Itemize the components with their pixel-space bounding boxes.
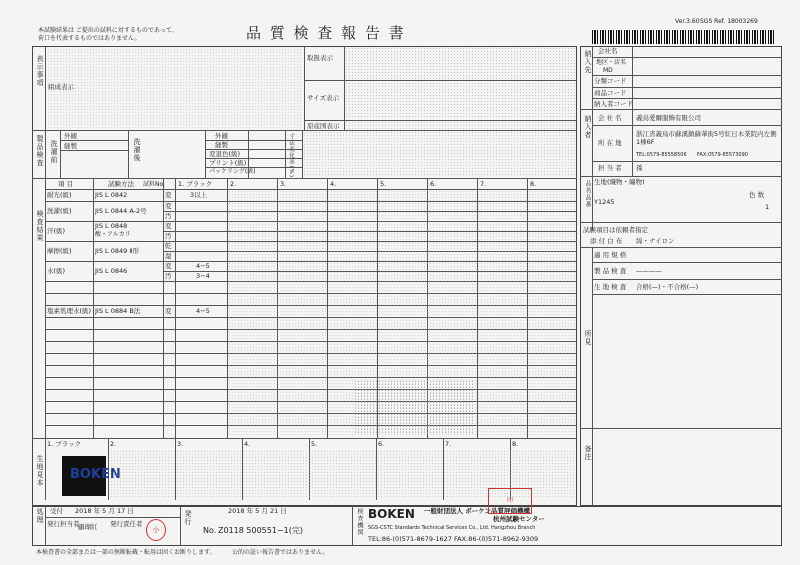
row-value: 4−5 <box>196 262 210 270</box>
supplier-code-label: 納入者コード <box>594 100 633 108</box>
region-label: 地区・店名 <box>596 59 627 66</box>
tel-fax-line: TEL:86-(0)571-8679-1627 FAX:86-(0)571-8962-9309 <box>368 535 539 543</box>
person-value: 孫 <box>636 164 643 172</box>
address-value: 浙江省義烏市蘇溪鎮蘇華街5号紅日木業院内左側1棟6F <box>636 130 777 147</box>
color-count-value: 1 <box>765 203 770 211</box>
sample-label: 生地見本 <box>36 455 44 487</box>
th-col-5: 5. <box>380 180 387 188</box>
handling-area <box>345 47 576 79</box>
row-item: 耐光(級) <box>47 191 72 199</box>
row-method: JIS L 0844 A-2号 <box>95 207 147 215</box>
attached-cloth-value: 綿・ナイロン <box>636 237 675 245</box>
discoloration-label: 変退色(級) <box>209 150 241 158</box>
standard-label: 適 用 規 格 <box>594 251 627 259</box>
size-label: サイズ表示 <box>307 94 339 102</box>
composition-area <box>47 48 302 128</box>
fabric-type-label: 生地(織物・編物) <box>594 178 645 186</box>
company-name-value: 義烏愛爾服飾有限公司 <box>636 114 701 122</box>
notes-label: 备注 <box>584 445 592 461</box>
issue-person-label: 発行担当者 <box>47 520 80 528</box>
product-code-label: 商品コード <box>594 89 627 97</box>
th-item: 項 目 <box>58 180 74 188</box>
th-col-3: 3. <box>280 180 287 188</box>
hatched-block <box>354 380 474 435</box>
row-sub: 変 <box>165 191 172 199</box>
packing-label: パッケリング(級) <box>209 168 256 175</box>
th-col-8: 8. <box>530 180 537 188</box>
row-method: JIS L 0848 <box>95 222 128 230</box>
color-count-label: 色 数 <box>749 191 765 199</box>
sample-slot-6: 6. <box>378 440 385 448</box>
row-method-detail: 酸・アルカリ <box>95 231 131 238</box>
row-item: 汗(級) <box>47 227 66 235</box>
attached-cloth-label: 添 付 白 布 <box>590 237 623 245</box>
bottom-note-1: 本検査書の全部または一部の無断転載・転用は固くお断りします。 <box>36 549 216 556</box>
fabric-inspection-value: 合格(—)・不合格(—) <box>636 283 699 291</box>
sgs-line: SGS-CSTC Standards Technical Services Co., Ltd. Hangzhou Branch <box>368 525 536 531</box>
sgs-ref: SGS Ref. 18003269 <box>700 18 758 25</box>
display-label: 表示事項 <box>36 55 44 87</box>
bottom-note-2: 公的の証い報告書ではありません。 <box>232 549 329 556</box>
row-value: 3以上 <box>190 191 208 199</box>
origin-area <box>345 121 576 129</box>
row-sub: 変 <box>165 202 172 210</box>
reception-label: 受付 <box>50 507 63 515</box>
row-sub: 汚 <box>165 212 172 220</box>
responsible-stamp: 小 <box>146 519 166 541</box>
composition-label: 組成表示 <box>48 83 74 91</box>
boken-logo: BOKEN <box>368 507 415 521</box>
tel-value: TEL:0579-85558506 <box>636 152 687 158</box>
person-label: 担 当 者 <box>598 164 622 172</box>
row-item: 洗濯(級) <box>47 207 72 215</box>
row-sub: 乾 <box>165 242 172 250</box>
test-items-note: 試験項目は依頼者指定 <box>583 226 648 234</box>
row-sub: 変 <box>165 307 172 315</box>
issue-date: 2018 年 5 月 21 日 <box>228 507 287 515</box>
row-method: JIS L 0884 B法 <box>95 307 141 315</box>
th-col-2: 2. <box>230 180 237 188</box>
category-code-label: 分類コード <box>594 77 627 85</box>
sewing-label-1: 縫製 <box>64 142 77 150</box>
th-col-7: 7. <box>480 180 487 188</box>
handling-label: 取扱表示 <box>307 54 333 62</box>
row-value: 4−5 <box>196 307 210 315</box>
sample-slot-8: 8. <box>512 440 519 448</box>
address-label: 所 在 地 <box>598 139 622 147</box>
row-method: JIS L 0849 Ⅱ形 <box>95 247 140 255</box>
org-name: 一般財団法人 ボーケン品質評価機構 <box>424 507 530 515</box>
reception-date: 2018 年 5 月 17 日 <box>75 507 134 515</box>
wash-before-label: 洗濯前 <box>50 140 58 164</box>
sample-slot-4: 4. <box>244 440 251 448</box>
fabric-swatch-black <box>62 456 121 496</box>
row-method: JIS L 0842 <box>95 191 128 199</box>
version-label: Ver.3.60 <box>675 18 700 25</box>
row-sub: 汚 <box>165 232 172 240</box>
size-area <box>345 82 576 119</box>
sample-slot-5: 5. <box>311 440 318 448</box>
fabric-swatch-logo: BOKEN <box>70 467 121 482</box>
header-note-1: 本試験結果は ご提出の試料に対するものであって、 <box>38 27 178 34</box>
product-inspection-value: ———— <box>636 267 662 275</box>
document-title: 品 質 検 査 報 告 書 <box>246 24 406 42</box>
test-results-label: 検査結果 <box>36 210 44 242</box>
origin-label: 原産国表示 <box>307 122 340 130</box>
inspection-org-label: 検査機関 <box>356 508 363 536</box>
fabric-inspection-label: 生 地 検 査 <box>594 283 627 291</box>
product-no-label: 品名品番 <box>584 180 591 208</box>
th-col-4: 4. <box>330 180 337 188</box>
product-inspection-label: 製品検査 <box>36 135 44 167</box>
dimension-area <box>303 131 576 177</box>
sewing-label-2: 縫製 <box>215 141 228 149</box>
doc-issue-label: 発行 <box>184 510 192 526</box>
appearance-label-1: 外観 <box>64 132 77 140</box>
row-value: 3−4 <box>196 272 210 280</box>
org-seal-stamp: 印 <box>488 488 532 514</box>
th-col-1: 1. ブラック <box>178 180 213 188</box>
issue-person-name: 顧瑚紅 <box>78 523 98 531</box>
responsible-label: 発行責任者 <box>110 520 143 528</box>
org-branch: 杭州試験センター <box>493 515 545 523</box>
supplier-label: 納入者 <box>584 115 592 139</box>
row-item: 塩素処理水(級) <box>47 307 92 315</box>
th-sample-no: 試料No. <box>143 181 165 188</box>
wash-after-label: 洗濯後 <box>133 138 141 162</box>
sample-slot-3: 3. <box>177 440 184 448</box>
number-label: No. <box>203 526 217 535</box>
dimension-change-label: 寸法変化率(%) <box>288 133 294 179</box>
remarks-label: 所見 <box>584 330 592 346</box>
row-item: 摩擦(級) <box>47 247 72 255</box>
row-method: JIS L 0846 <box>95 267 128 275</box>
row-sub: 変 <box>165 222 172 230</box>
row-sub: 汚 <box>165 272 172 280</box>
client-label: 納入先 <box>584 50 592 74</box>
company-name-label: 会 社 名 <box>598 114 622 122</box>
company-field-label: 会社名 <box>598 47 618 55</box>
print-label: プリント(級) <box>209 159 247 167</box>
sample-slot-1: 1. ブラック <box>47 440 82 448</box>
fax-value: FAX:0579-85573090 <box>697 152 748 158</box>
sample-slot-7: 7. <box>445 440 452 448</box>
th-col-6: 6. <box>430 180 437 188</box>
product-inspection-label-right: 製 品 検 査 <box>594 267 627 275</box>
md-label: MD <box>603 67 613 74</box>
appearance-label-2: 外観 <box>215 132 228 140</box>
header-note-2: 荷口を代表するものではありません。 <box>38 35 141 42</box>
row-sub: 変 <box>165 262 172 270</box>
sample-slot-2: 2. <box>110 440 117 448</box>
report-number: Z0118 500551−1(完) <box>218 526 303 535</box>
row-sub: 湿 <box>165 252 172 260</box>
row-item: 水(級) <box>47 267 66 275</box>
process-label: 処理 <box>36 508 44 524</box>
barcode <box>592 30 774 44</box>
product-no-value: Y1245 <box>594 198 615 206</box>
th-method: 試験方法 <box>108 180 134 188</box>
